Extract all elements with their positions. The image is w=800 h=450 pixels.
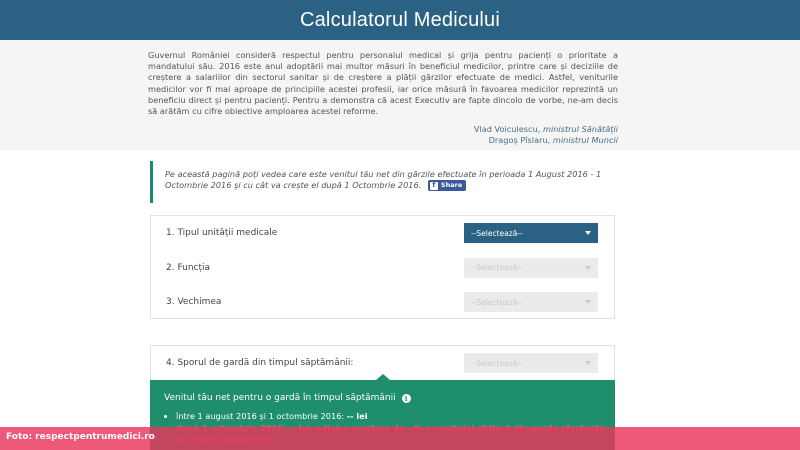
chevron-down-icon — [585, 231, 591, 235]
form-row-unit-type — [151, 216, 614, 251]
function-label: 2. Funcția — [166, 262, 211, 273]
note-text: Pe această pagină poți vedea care este venitul tău net din gărzile efectuate în perioada 1 August 2016 - 1 Octombrie 2016 și cu cât va crește el după 1 Octombrie 2016. — [165, 169, 602, 190]
calculator-form — [150, 215, 615, 319]
photo-credit-bar — [0, 427, 800, 450]
facebook-share-button[interactable]: f Share — [428, 180, 466, 191]
intro-section — [0, 40, 800, 150]
info-note — [150, 161, 615, 203]
chevron-down-icon — [585, 361, 591, 365]
result-title: Venitul tău net pentru o gardă în timpul săptămânii i — [164, 393, 615, 403]
facebook-icon: f — [430, 182, 438, 190]
photo-credit-text: Foto: respectpentrumedici.ro — [6, 432, 155, 442]
unit-type-label: 1. Tipul unității medicale — [166, 228, 278, 239]
result-pointer — [376, 374, 390, 380]
chevron-down-icon — [585, 300, 591, 304]
info-icon[interactable]: i — [402, 394, 411, 403]
weekday-bonus-label: 4. Sporul de gardă din timpul săptămânii: — [166, 358, 354, 369]
signature-labour: Dragoș Pîslaru, ministrul Muncii — [488, 135, 618, 146]
result-current: • între 1 august 2016 și 1 octombrie 2016: -- lei — [176, 411, 615, 423]
form-row-function — [151, 251, 614, 286]
page-header — [0, 0, 800, 40]
page-title: Calculatorul Medicului — [299, 8, 501, 31]
function-select[interactable]: --Selectează-- — [464, 258, 598, 278]
seniority-label: 3. Vechimea — [166, 297, 222, 308]
chevron-down-icon — [585, 266, 591, 270]
seniority-select[interactable]: --Selectează-- — [464, 292, 598, 312]
unit-type-select[interactable]: --Selectează-- — [464, 223, 598, 243]
signatures — [148, 124, 618, 146]
signature-health: Vlad Voiculescu, ministrul Sănătății — [473, 124, 618, 135]
weekday-bonus-select[interactable]: --Selectează-- — [464, 353, 598, 373]
form-row-seniority — [151, 285, 614, 320]
intro-text: Guvernul României consideră respectul pentru personalul medical și grija pentru pacienți o prioritate a mandatului său. 2016 este anul adoptării mai multor măsuri în beneficiul medicilor, printre care și deciziile de creștere a salariilor din sectorul sanitar și de creștere a plății gărzilor efectuate de medici. Astfel, veniturile medicilor vor fi mai aproape de principiile acestei profesii, iar orice măsură în favoarea medicilor reprezintă un beneficiu direct și pentru pacienți. Pentru a demonstra că acest Executiv are fapte dincolo de vorbe, ne-am decis să arătăm cu cifre obiective amploarea acestei reforme. — [148, 50, 618, 117]
